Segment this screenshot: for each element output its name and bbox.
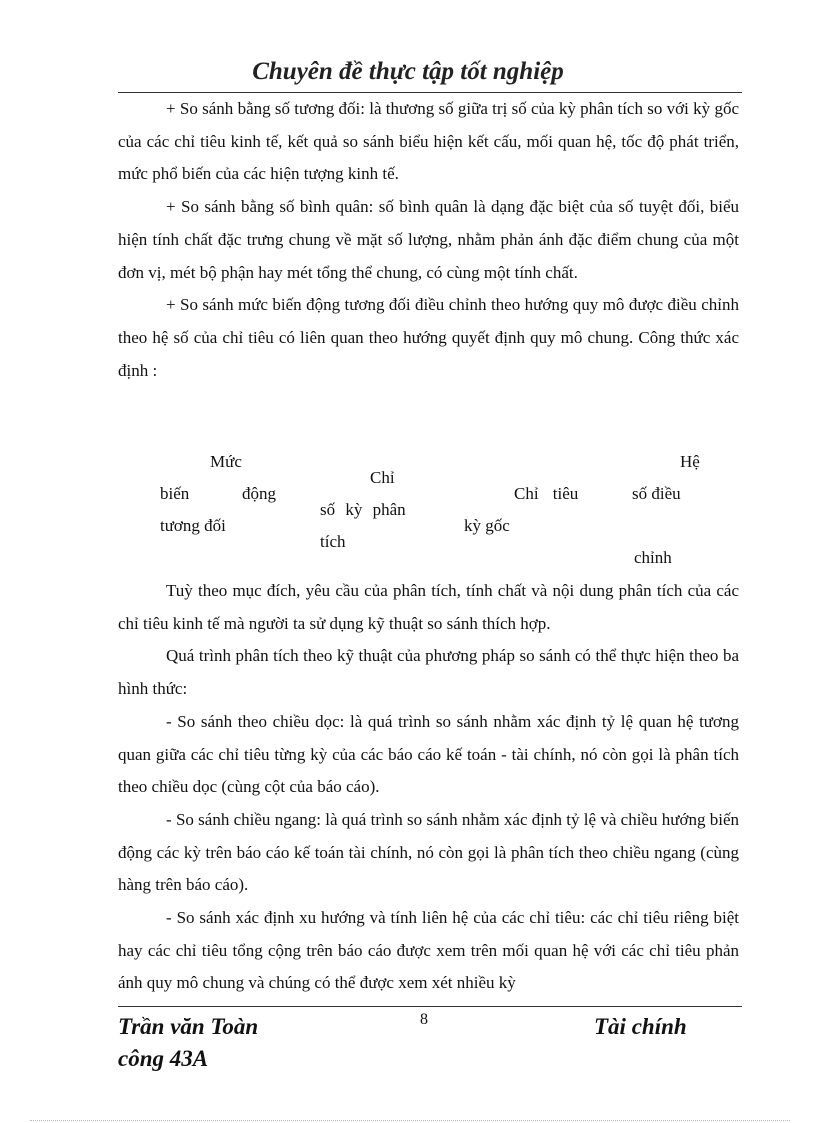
- page-header-title: Chuyên đề thực tập tốt nghiệp: [252, 58, 564, 85]
- formula-term1-line2a: biến: [160, 484, 190, 503]
- page-number: 8: [420, 1011, 428, 1028]
- formula-term3-line2: kỳ gốc: [464, 516, 510, 535]
- footer-author: [118, 1011, 258, 1075]
- formula-term3-line1: Chỉ tiêu: [514, 484, 579, 503]
- paragraph-purpose: Tuỳ theo mục đích, yêu cầu của phân tích, tính chất và nội dung phân tích của các chỉ tiêu kinh tế mà người ta sử dụng kỹ thuật so sánh thích hợp.: [118, 581, 739, 633]
- formula-term1-line3: tương đối: [160, 516, 226, 535]
- paragraph-horizontal-comparison: - So sánh chiều ngang: là quá trình so sánh nhằm xác định tỷ lệ và chiều hướng biến động các kỳ trên báo cáo kế toán tài chính, nó còn gọi là phân tích theo chiều ngang (cùng hàng trên báo cáo).: [118, 809, 739, 895]
- formula-term2-line3: tích: [320, 532, 346, 551]
- formula-term1-line1: Mức: [210, 452, 242, 471]
- paragraph-average-comparison: + So sánh bằng số bình quân: số bình quân là dạng đặc biệt của số tuyệt đối, biểu hiện tính chất đặc trưng chung về mặt số lượng, nhằm phản ánh đặc điểm chung của một đơn vị, mét bộ phận hay mét tổng thể chung, có cùng một tính chất.: [118, 197, 739, 282]
- footer-divider: [118, 1006, 742, 1007]
- footer-department: Tài chính: [594, 1014, 687, 1039]
- footer-author-line2: công 43A: [118, 1046, 209, 1071]
- formula-term1-line2b: động: [242, 484, 276, 503]
- paragraph-adjusted-variation: + So sánh mức biến động tương đối điều chỉnh theo hướng quy mô được điều chỉnh theo hệ số của chỉ tiêu có liên quan theo hướng quyết định quy mô chung. Công thức xác định :: [118, 295, 739, 380]
- paragraph-three-forms: Quá trình phân tích theo kỹ thuật của phương pháp so sánh có thể thực hiện theo ba hình thức:: [118, 646, 739, 699]
- formula-term4-line3: chỉnh: [634, 548, 672, 567]
- formula-term2-line2: số kỳ phân: [320, 500, 406, 519]
- footer-author-line1: Trần văn Toàn: [118, 1014, 259, 1039]
- formula-term4-line1: Hệ: [680, 452, 700, 471]
- paragraph-trend-comparison: - So sánh xác định xu hướng và tính liên hệ của các chỉ tiêu: các chỉ tiêu riêng biệt hay các chỉ tiêu tổng cộng trên báo cáo được xem trên mối quan hệ với các chỉ tiêu phản ánh quy mô chung và chúng có thể được xem xét nhiều kỳ: [118, 908, 739, 993]
- formula-term2-line1: Chỉ: [370, 468, 395, 487]
- page-bottom-dotted-line: [30, 1120, 790, 1121]
- body-text-bottom: [118, 575, 739, 1000]
- paragraph-relative-comparison: + So sánh bằng số tương đối: là thương số giữa trị số của kỳ phân tích so với kỳ gốc của các chỉ tiêu kinh tế, kết quả so sánh biểu hiện kết cấu, mối quan hệ, tốc độ phát triển, mức phổ biến của các hiện tượng kinh tế.: [118, 99, 739, 184]
- paragraph-vertical-comparison: - So sánh theo chiều dọc: là quá trình so sánh nhằm xác định tỷ lệ quan hệ tương quan giữa các chỉ tiêu từng kỳ của các báo cáo kế toán - tài chính, nó còn gọi là phân tích theo chiều dọc (cùng cột của báo cáo).: [118, 711, 739, 797]
- formula-block: [118, 444, 739, 574]
- body-text-top: [118, 93, 739, 387]
- formula-term4-line2: số điều: [632, 484, 681, 503]
